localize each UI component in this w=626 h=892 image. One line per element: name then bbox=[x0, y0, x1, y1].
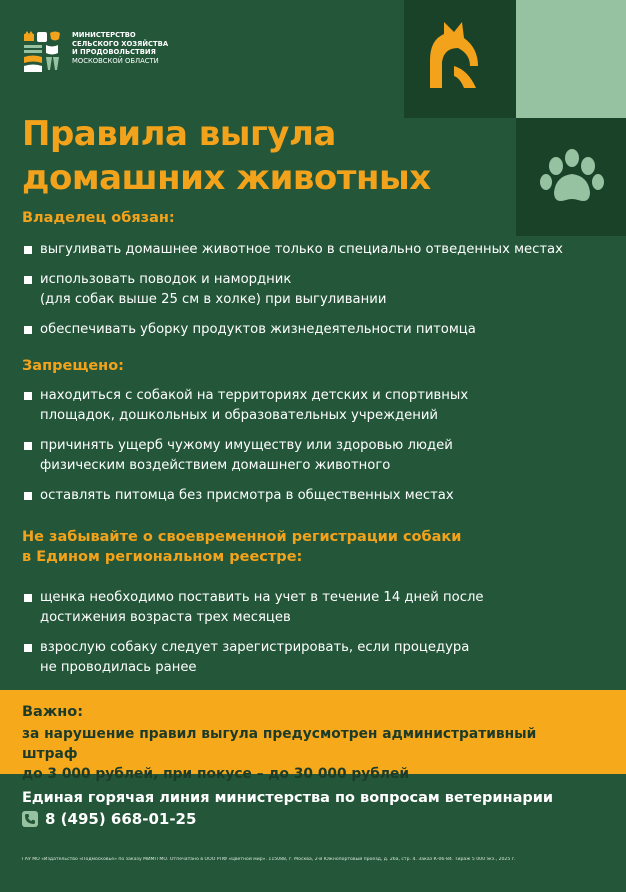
important-heading: Важно: bbox=[22, 704, 84, 720]
hotline-title: Единая горячая линия министерства по вопросам ветеринарии bbox=[22, 790, 554, 806]
forbidden-heading: Запрещено: bbox=[22, 358, 124, 374]
item-text: выгуливать домашнее животное только в специально отведенных местах bbox=[40, 242, 563, 257]
registration-heading-line-2: в Едином региональном реестре: bbox=[22, 549, 303, 565]
item-text: использовать поводок и намордник bbox=[40, 272, 292, 287]
ministry-line-1: МИНИСТЕРСТВО bbox=[72, 31, 136, 39]
bullet-icon bbox=[24, 644, 32, 652]
item-text: не проводилась ранее bbox=[40, 660, 197, 675]
item-text: обеспечивать уборку продуктов жизнедеятельности питомца bbox=[40, 322, 476, 337]
item-text: причинять ущерб чужому имуществу или здоровью людей bbox=[40, 438, 453, 453]
forbidden-list bbox=[22, 386, 602, 506]
title-line-1: Правила выгула bbox=[22, 114, 336, 154]
bullet-icon bbox=[24, 594, 32, 602]
item-text: (для собак выше 25 см в холке) при выгуливании bbox=[40, 292, 387, 307]
important-text bbox=[22, 724, 582, 784]
title-line-2: домашних животных bbox=[22, 158, 431, 198]
dog-tile-bg bbox=[516, 0, 626, 118]
item-text: физическим воздействием домашнего животного bbox=[40, 458, 391, 473]
cat-tile bbox=[404, 0, 516, 118]
phone-number[interactable]: 8 (495) 668-01-25 bbox=[45, 810, 197, 828]
important-line-2: до 3 000 рублей, при покусе – до 30 000 рублей bbox=[22, 766, 410, 782]
bullet-icon bbox=[24, 392, 32, 400]
registration-heading bbox=[22, 527, 461, 567]
ministry-line-2: СЕЛЬСКОГО ХОЗЯЙСТВА bbox=[72, 39, 169, 48]
ministry-line-3: И ПРОДОВОЛЬСТВИЯ bbox=[72, 48, 156, 57]
ministry-logo-icon bbox=[22, 30, 64, 74]
item-text: оставлять питомца без присмотра в общественных местах bbox=[40, 488, 454, 503]
bullet-icon bbox=[24, 492, 32, 500]
print-footnote: ГАУ МО «Издательство «Подмосковье» по заказу МИМП МО. Отпечатано в ООО РПФ «Цветной мир». 115088, г. Москва, 2-й Южнопортовый проезд, д. 26а, стр. 4. Заказ К-06-84. Тираж 5 000 экз., 2025 г. bbox=[22, 857, 516, 862]
item-text: находиться с собакой на территориях детских и спортивных bbox=[40, 388, 469, 403]
bullet-icon bbox=[24, 326, 32, 334]
hotline-phone[interactable] bbox=[22, 810, 196, 828]
ministry-logo bbox=[22, 30, 168, 74]
paw-icon bbox=[516, 118, 626, 236]
list-item bbox=[22, 436, 602, 476]
list-item bbox=[22, 638, 602, 678]
list-item bbox=[22, 588, 602, 628]
important-line-1: за нарушение правил выгула предусмотрен административный штраф bbox=[22, 726, 537, 762]
item-text: площадок, дошкольных и образовательных учреждений bbox=[40, 408, 439, 423]
registration-list bbox=[22, 588, 602, 678]
page-title bbox=[22, 112, 502, 200]
ministry-name bbox=[72, 31, 168, 65]
item-text: достижения возраста трех месяцев bbox=[40, 610, 291, 625]
phone-icon bbox=[22, 811, 38, 827]
bullet-icon bbox=[24, 442, 32, 450]
list-item bbox=[22, 240, 602, 260]
list-item bbox=[22, 386, 602, 426]
owner-list bbox=[22, 240, 602, 340]
paw-tile bbox=[516, 118, 626, 236]
list-item bbox=[22, 270, 602, 310]
registration-heading-line-1: Не забывайте о своевременной регистрации собаки bbox=[22, 529, 462, 545]
cat-icon bbox=[404, 0, 516, 118]
item-text: щенка необходимо поставить на учет в течение 14 дней после bbox=[40, 590, 484, 605]
list-item bbox=[22, 486, 602, 506]
owner-heading: Владелец обязан: bbox=[22, 210, 175, 226]
bullet-icon bbox=[24, 246, 32, 254]
item-text: взрослую собаку следует зарегистрировать, если процедура bbox=[40, 640, 470, 655]
list-item bbox=[22, 320, 602, 340]
bullet-icon bbox=[24, 276, 32, 284]
ministry-line-4: МОСКОВСКОЙ ОБЛАСТИ bbox=[72, 56, 159, 65]
